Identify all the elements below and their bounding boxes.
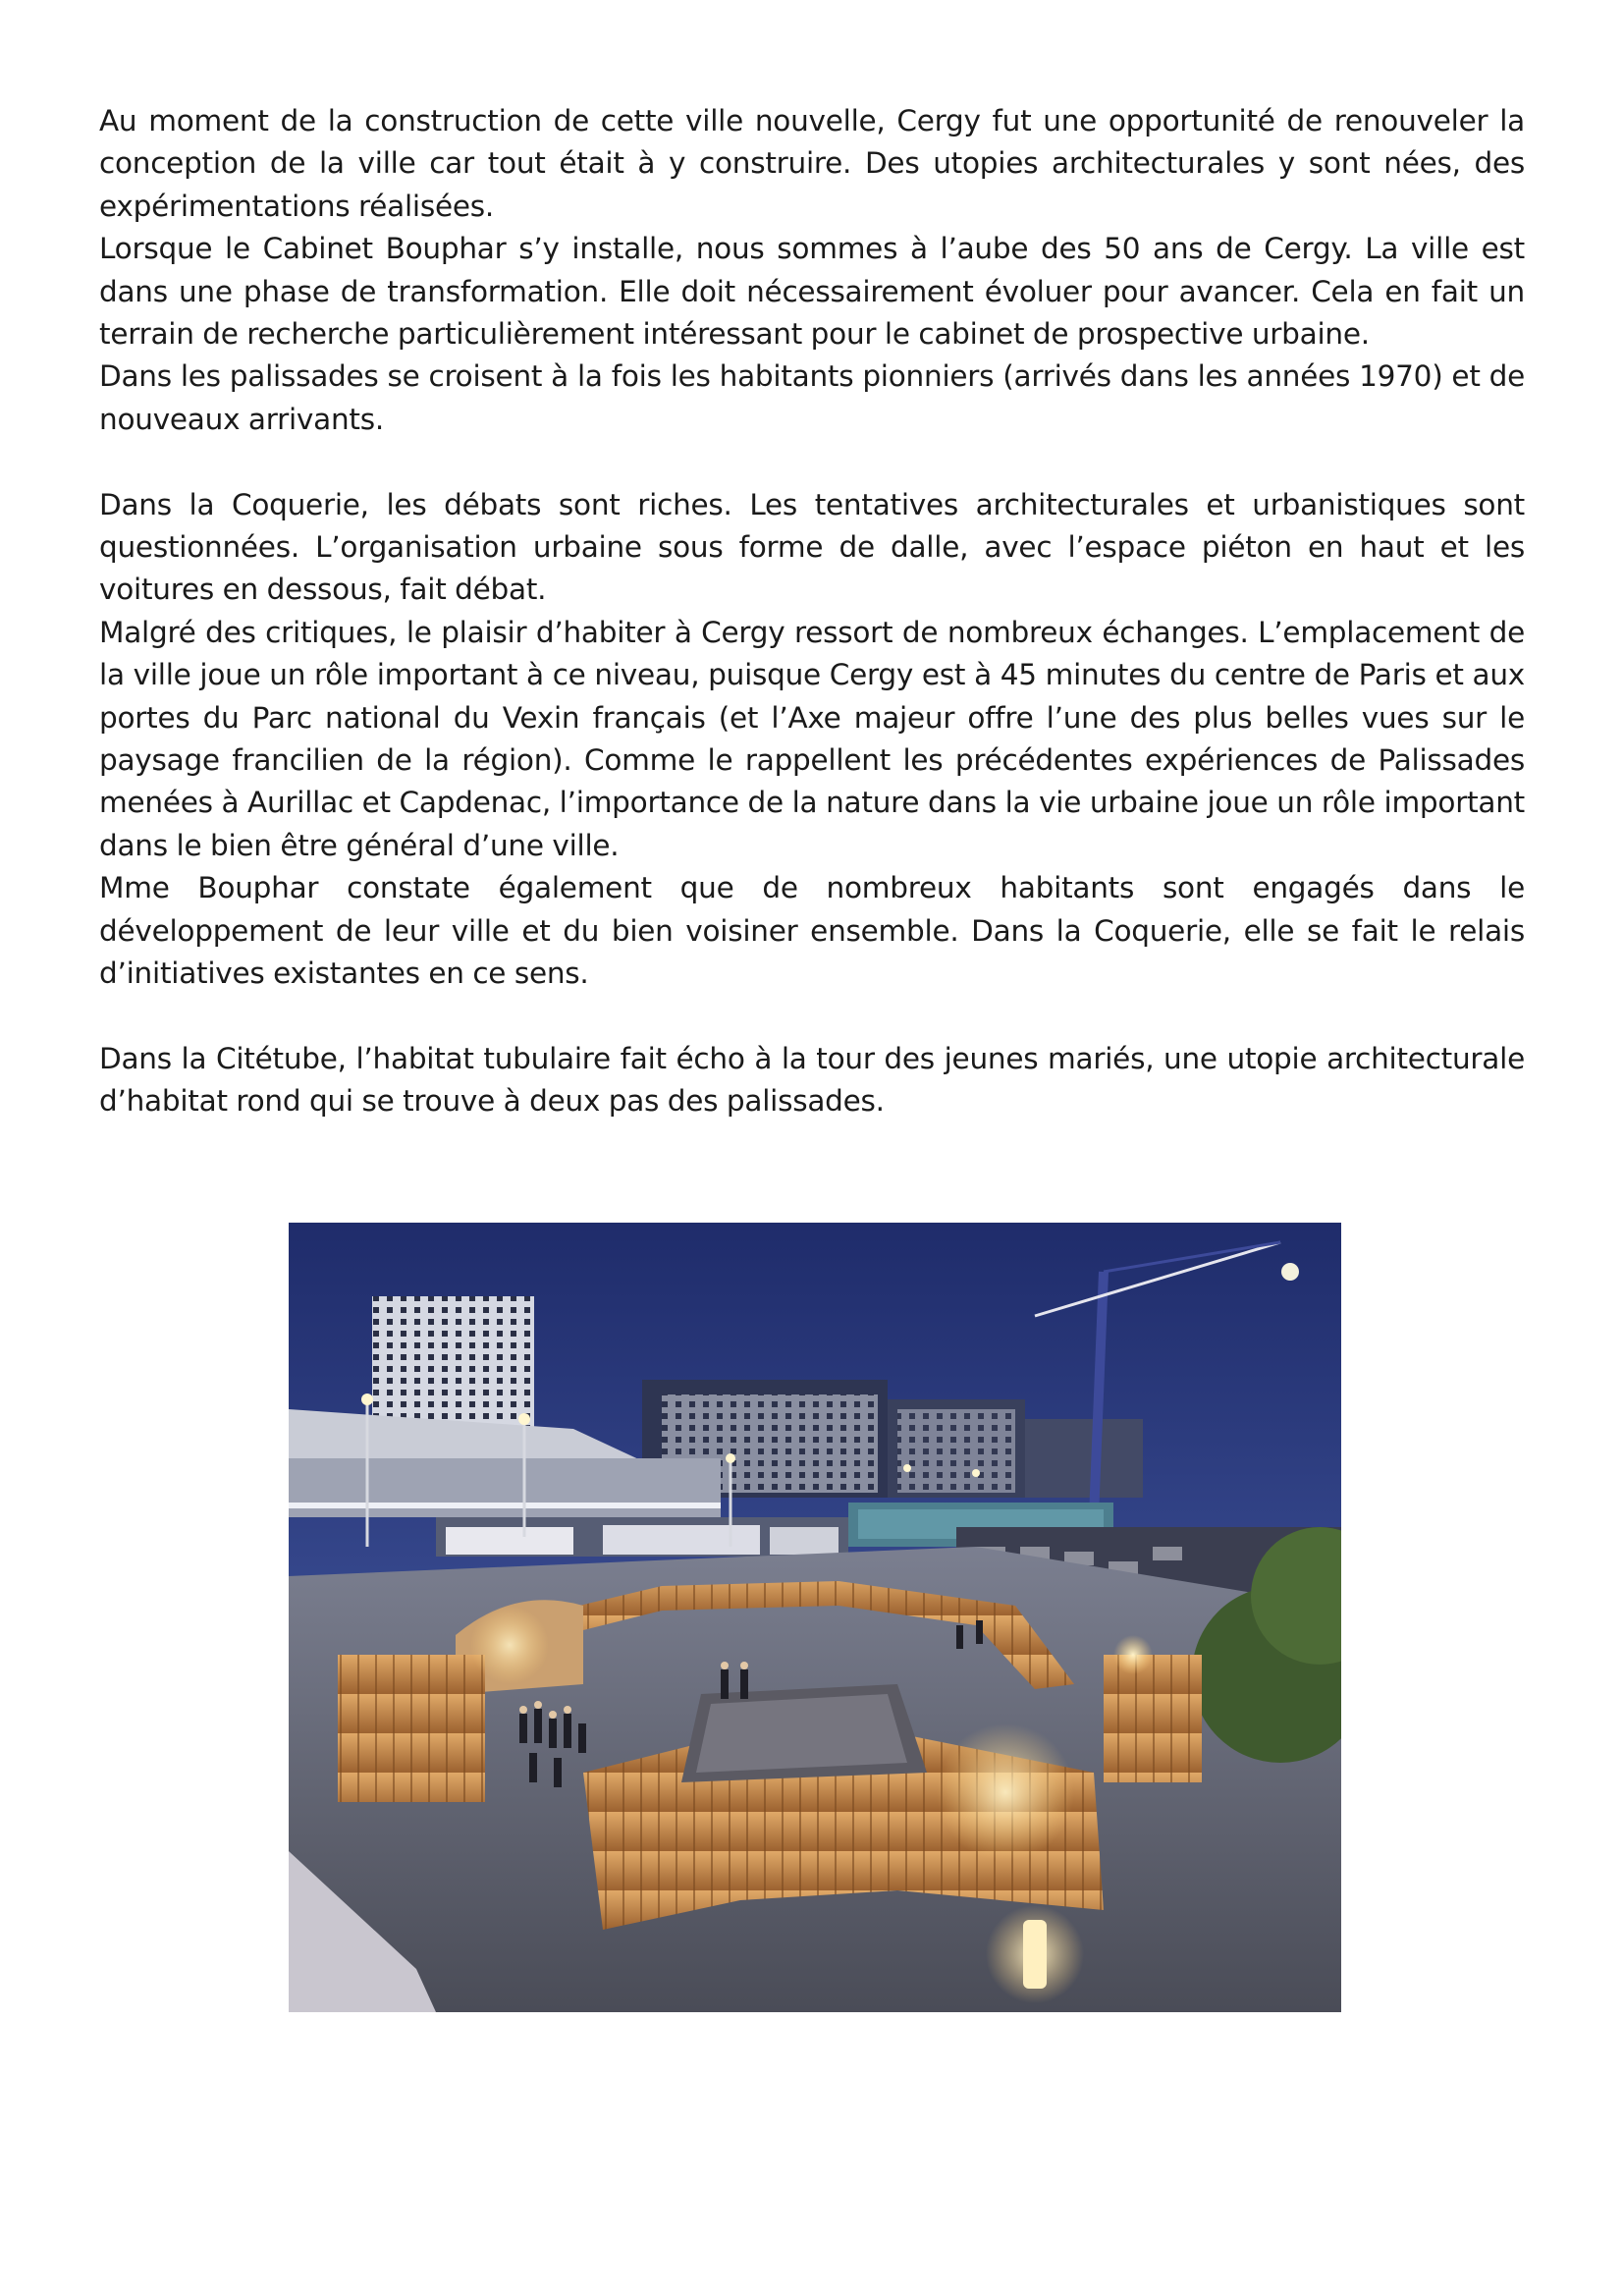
- palissades-night-photo: [289, 1223, 1341, 2012]
- paragraph-cergy-opportunity: Au moment de la construction de cette ville nouvelle, Cergy fut une opportunité de renouveler la conception de la ville car tout était à y construire. Des utopies architecturales y sont nées, des expérimentations réalisées.: [99, 104, 1525, 223]
- paragraph-mme-bouphar: Mme Bouphar constate également que de nombreux habitants sont engagés dans le développement de leur ville et du bien voisiner ensemble. Dans la Coquerie, elle se fait le relais d’initiatives existantes en ce sens.: [99, 871, 1525, 991]
- paragraph-palissades-residents: Dans les palissades se croisent à la fois les habitants pionniers (arrivés dans les années 1970) et de nouveaux arrivants.: [99, 359, 1525, 436]
- body-text: [99, 100, 1525, 1123]
- paragraph-cabinet-bouphar: Lorsque le Cabinet Bouphar s’y installe, nous sommes à l’aube des 50 ans de Cergy. La ville est dans une phase de transformation. Elle doit nécessairement évoluer pour avancer. Cela en fait un terrain de recherche particulièrement intéressant pour le cabinet de prospective urbaine.: [99, 232, 1525, 352]
- paragraph-gap: [99, 441, 1525, 483]
- paragraph-plaisir-habiter: Malgré des critiques, le plaisir d’habiter à Cergy ressort de nombreux échanges. L’emplacement de la ville joue un rôle important à ce niveau, puisque Cergy est à 45 minutes du centre de Paris et aux portes du Parc national du Vexin français (et l’Axe majeur offre l’une des plus belles vues sur le paysage francilien de la région). Comme le rappellent les précédentes expériences de Palissades menées à Aurillac et Capdenac, l’importance de la nature dans la vie urbaine joue un rôle important dans le bien être général d’une ville.: [99, 615, 1525, 862]
- paragraph-gap: [99, 996, 1525, 1038]
- photo-illustration: [289, 1223, 1341, 2012]
- paragraph-citetube: Dans la Citétube, l’habitat tubulaire fait écho à la tour des jeunes mariés, une utopie architecturale d’habitat rond qui se trouve à deux pas des palissades.: [99, 1041, 1525, 1119]
- paragraph-coquerie-debates: Dans la Coquerie, les débats sont riches. Les tentatives architecturales et urbanistiques sont questionnées. L’organisation urbaine sous forme de dalle, avec l’espace piéton en haut et les voitures en dessous, fait débat.: [99, 487, 1525, 607]
